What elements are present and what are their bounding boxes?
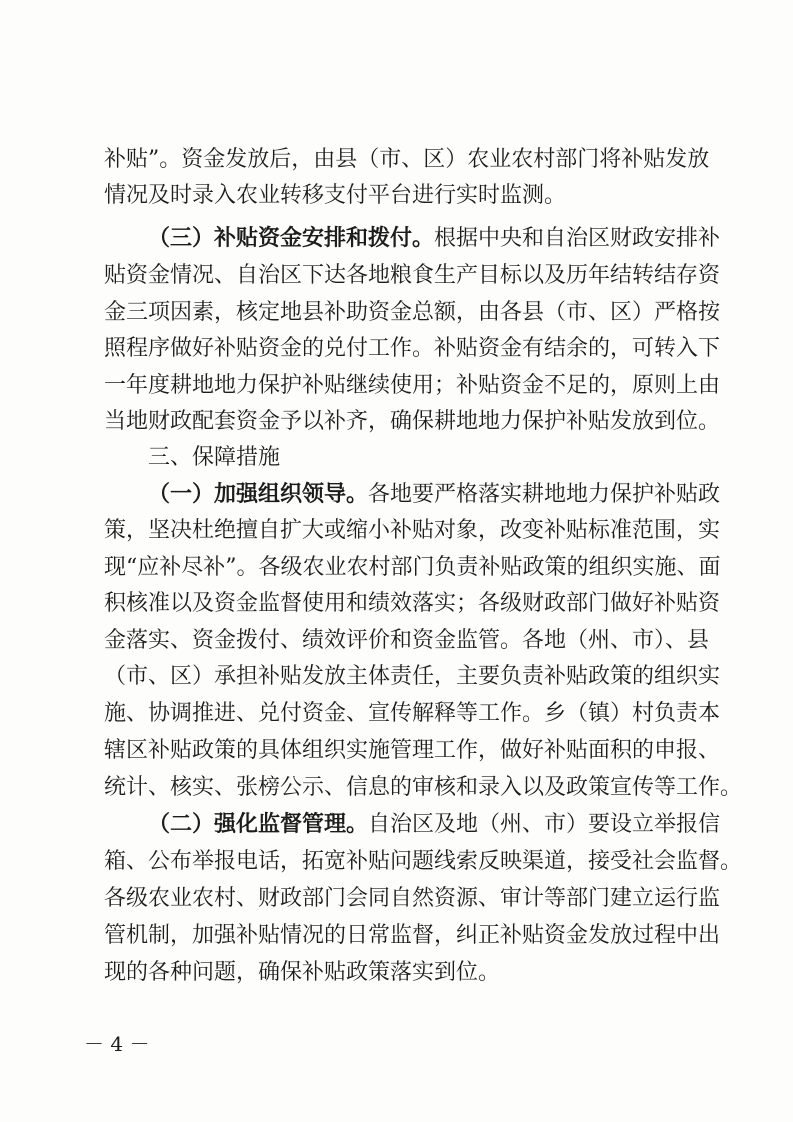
body-line (0, 440, 793, 476)
body-text-segment: 各地要严格落实耕地地力保护补贴政 (368, 482, 721, 507)
body-line (0, 807, 793, 843)
body-line (0, 696, 793, 732)
subsection-title: （一）加强组织领导。 (148, 482, 369, 507)
line-text: 统计、核实、张榜公示、信息的审核和录入以及政策宣传等工作。 (104, 775, 743, 800)
line-text: 金三项因素，核定地县补助资金总额，由各县（市、区）严格按 (104, 300, 721, 325)
line-text: 策，坚决杜绝擅自扩大或缩小补贴对象，改变补贴标准范围，实 (104, 518, 721, 543)
subsection-title: （三）补贴资金安排和拨付。 (148, 226, 435, 251)
line-text: 现“应补尽补”。各级农业农村部门负责补贴政策的组织实施、面 (104, 555, 721, 580)
body-line (0, 844, 793, 880)
body-line (0, 955, 793, 991)
body-line (0, 368, 793, 404)
body-line (0, 659, 793, 695)
body-line (0, 550, 793, 586)
body-line (0, 295, 793, 331)
body-line (0, 178, 793, 214)
line-text: 补贴”。资金发放后，由县（市、区）农业农村部门将补贴发放 (104, 147, 710, 172)
line-text: 贴资金情况、自治区下达各地粮食生产目标以及历年结转结存资 (104, 263, 721, 288)
body-text-segment: 自治区及地（州、市）要设立举报信 (368, 812, 721, 837)
line-content (148, 807, 720, 843)
section-heading: 三、保障措施 (148, 445, 281, 470)
body-line (0, 918, 793, 954)
body-line (0, 221, 793, 257)
line-text: 金落实、资金拨付、绩效评价和资金监管。各地（州、市）、县 (104, 628, 710, 653)
line-content (148, 477, 720, 513)
line-text: 箱、公布举报电话，拓宽补贴问题线索反映渠道，接受社会监督。 (104, 849, 743, 874)
body-line (0, 331, 793, 367)
body-line (0, 477, 793, 513)
line-text: 辖区补贴政策的具体组织实施管理工作，做好补贴面积的申报、 (104, 738, 721, 763)
line-text: 施、协调推进、兑付资金、宣传解释等工作。乡（镇）村负责本 (104, 701, 721, 726)
line-content (148, 221, 720, 257)
body-line (0, 881, 793, 917)
line-text: 当地财政配套资金予以补齐，确保耕地地力保护补贴发放到位。 (104, 409, 721, 434)
page-number: － 4 － (84, 1032, 150, 1056)
line-text: 各级农业农村、财政部门会同自然资源、审计等部门建立运行监 (104, 886, 721, 911)
line-text: （市、区）承担补贴发放主体责任，主要负责补贴政策的组织实 (104, 664, 721, 689)
line-text: 情况及时录入农业转移支付平台进行实时监测。 (104, 183, 567, 208)
body-line (0, 404, 793, 440)
body-text-segment: 根据中央和自治区财政安排补 (434, 226, 721, 251)
line-text: 积核准以及资金监督使用和绩效落实；各级财政部门做好补贴资 (104, 591, 721, 616)
body-line (0, 586, 793, 622)
body-line (0, 142, 793, 178)
subsection-title: （二）强化监督管理。 (148, 812, 369, 837)
line-text: 现的各种问题，确保补贴政策落实到位。 (104, 960, 501, 985)
line-text: 管机制，加强补贴情况的日常监督，纠正补贴资金发放过程中出 (104, 923, 721, 948)
line-text: 一年度耕地地力保护补贴继续使用；补贴资金不足的，原则上由 (104, 373, 721, 398)
body-line (0, 258, 793, 294)
body-line (0, 770, 793, 806)
body-line (0, 513, 793, 549)
body-line (0, 733, 793, 769)
body-line (0, 623, 793, 659)
line-text: 照程序做好补贴资金的兑付工作。补贴资金有结余的，可转入下 (104, 336, 721, 361)
